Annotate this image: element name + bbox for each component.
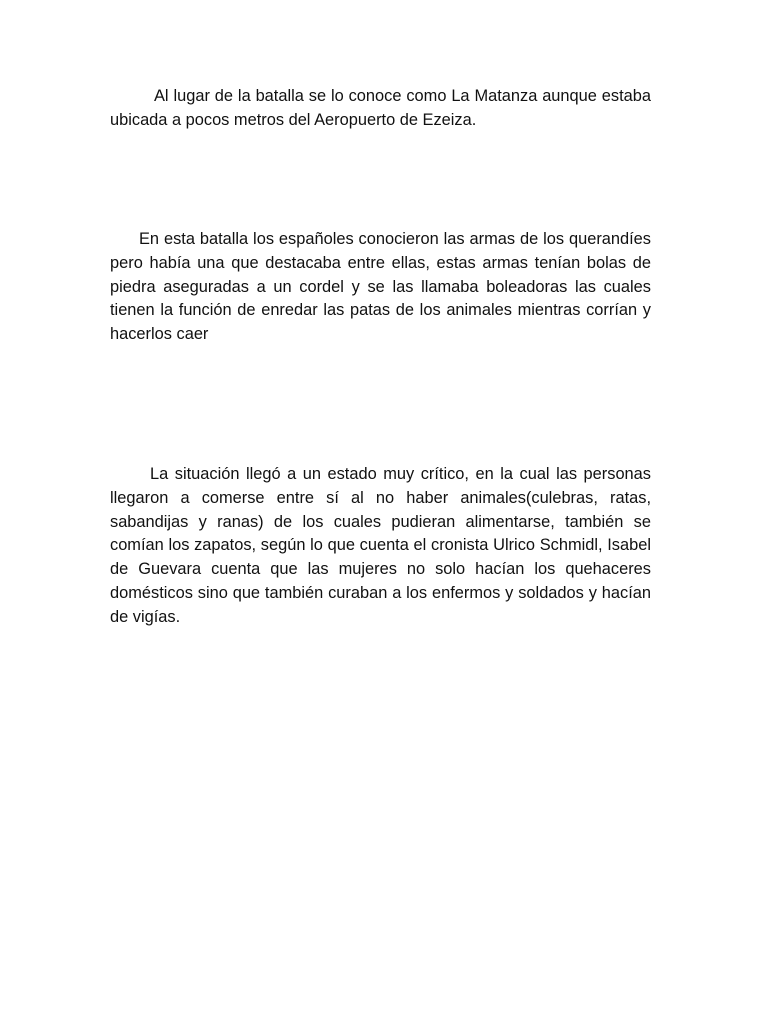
paragraph-boleadoras: En esta batalla los españoles conocieron las armas de los querandíes pero había una que destacaba entre ellas, estas armas tenían bolas de piedra aseguradas a un cordel y se las llamaba boleadoras las cuales tienen la función de enredar las patas de los animales mientras corrían y hacerlos caer [110, 230, 651, 344]
paragraph-situacion-critica: La situación llegó a un estado muy crítico, en la cual las personas llegaron a comerse entre sí al no haber animales(culebras, ratas, sabandijas y ranas) de los cuales pudieran alimentarse, también se comían los zapatos, según lo que cuenta el cronista Ulrico Schmidl, Isabel de Guevara cuenta que las mujeres no solo hacían los quehaceres domésticos sino que también curaban a los enfermos y soldados y hacían de vigías. [110, 465, 651, 626]
paragraph-la-matanza: Al lugar de la batalla se lo conoce como La Matanza aunque estaba ubicada a pocos metros del Aeropuerto de Ezeiza. [110, 87, 651, 129]
